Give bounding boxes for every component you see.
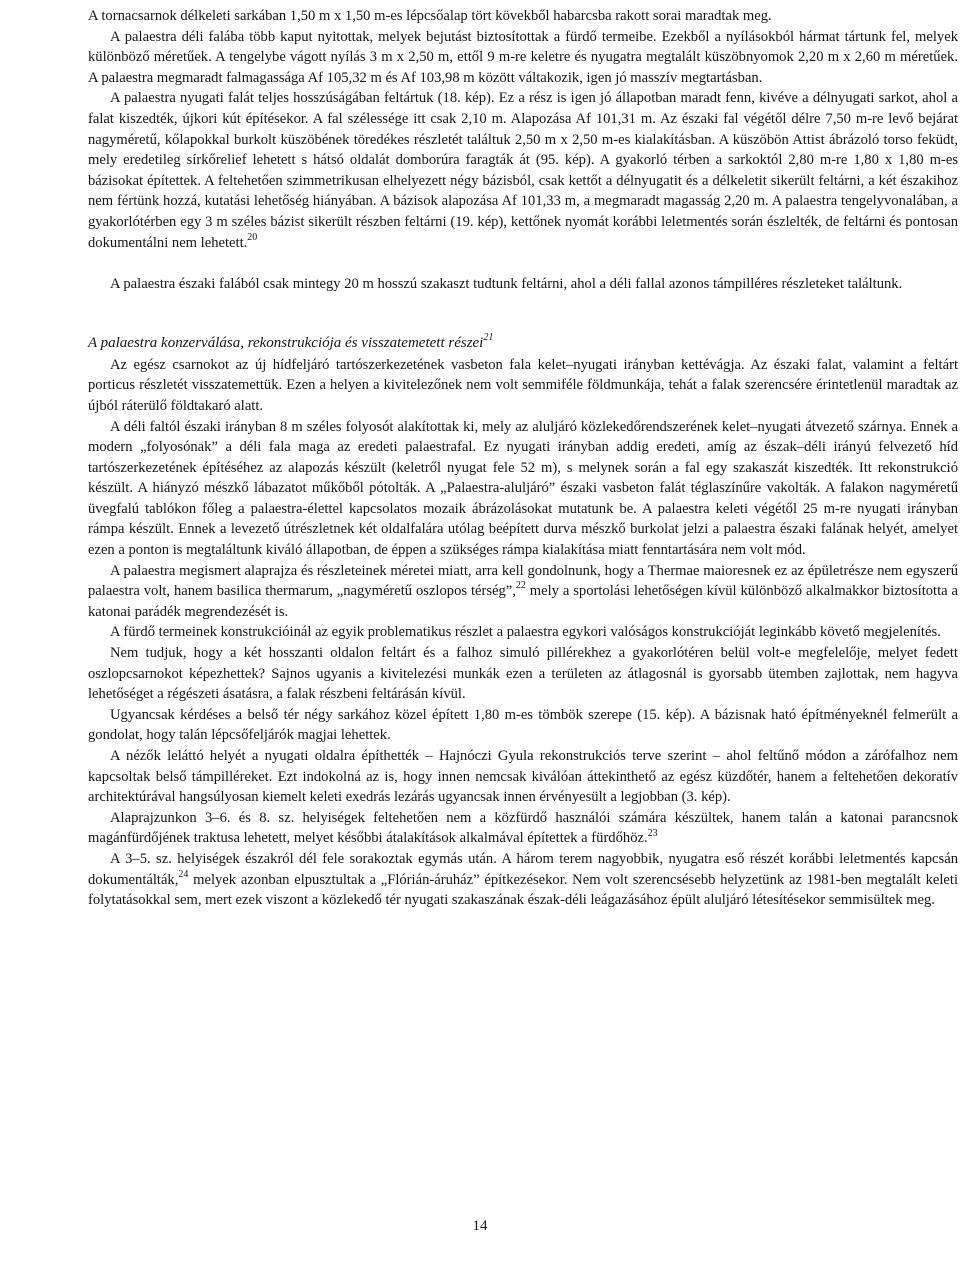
paragraph-11 [88, 746, 958, 808]
paragraph-5 [88, 355, 958, 417]
paragraph-4 [88, 274, 958, 295]
paragraph-text: A nézők leláttó helyét a nyugati oldalra építhették – Hajnóczi Gyula rekonstrukciós terve szerint – ahol feltűnő módon a zárófalhoz nem kapcsoltak belső támpilléreket. Ezt indokolná az is, hogy innen nemcsak kiválóan áttekinthető az egész küzdőtér, hanem a feltehetően dekoratív architektúrával hangsúlyosan kiemelt keleti exedrás lezárás ugyancsak innen érvényesült a legjobban (3. kép). [88, 748, 958, 806]
paragraph-text: A palaestra déli falába több kaput nyitottak, melyek bejutást biztosítottak a fürdő termeibe. Ezekből a nyílásokból hármat tártunk fel, melyek különböző méretűek. A tengelybe vágott nyílás 3 m x 2,50 m, ettől 9 m-re keletre és nyugatra megtalált küszöbnyomok 2,20 m x 2,60 m méretűek. A palaestra megmaradt falmagassága Af 105,32 m és Af 103,98 m között váltakozik, igen jó masszív megtartásban. [88, 28, 958, 86]
paragraph-text: Alaprajzunkon 3–6. és 8. sz. helyiségek feltehetően nem a közfürdő használói számára készültek, hanem talán a katonai parancsnok magánfürdőjének traktusa lehetett, melyet későbbi átalakítások alkalmával építettek a fürdőhöz. [88, 809, 958, 847]
page-number: 14 [472, 1218, 488, 1234]
paragraph-text-continued: melyek azonban elpusztultak a „Flórián-áruház” építkezésekor. Nem volt szerencsésebb helyzetünk az 1981-ben megtalált keleti folytatásokkal sem, mert ezek viszont a közlekedő tér nyugati szakaszának észak-déli leágazásához épült aluljáró létesítésekor semmisültek meg. [88, 871, 958, 909]
paragraph-text-continued: mely a sportolási lehetőségen kívül különböző alkalmakkor biztosította a katonai parádék megrendezését is. [88, 583, 958, 620]
paragraph-13 [88, 849, 958, 911]
paragraph-text: A palaestra északi falából csak mintegy 20 m hosszú szakaszt tudtunk feltárni, ahol a déli fallal azonos támpilléres részleteket találtunk. [110, 276, 903, 293]
paragraph-text: A déli faltól északi irányban 8 m széles folyosót alakítottak ki, mely az aluljáró közlekedőrendszerének kelet–nyugati átvezető szárnya. Ennek a modern „folyosónak” a déli fala maga az eredeti palaestrafal. Ez nyugati irányban addig eredeti, amíg az észak–déli irányú felvezető híd tartószerkezetének építéséhez az alapozás készült (keletről nyugat fele 52 m), s melynek során a fal egy szakaszát kiszedték. Itt rekonstrukció készült. A hiányzó mészkő lábazatot műkőből pótolták. A „Palaestra-aluljáró” északi vasbeton falát téglaszínűre vakolták. A falakon nagyméretű üvegfalú tablókon főleg a palaestra-élettel kapcsolatos mozaik ábrázolásokat mutatunk be. A palaestra keleti végétől 25 m-re nyugati irányban rámpa készült. Ennek a levezető útrészletnek két oldalfalára utólag beépített durva mészkő burkolat jelzi a palaestra északi falának helyét, amelyet ezen a ponton is megtaláltunk kiváló állapotban, de éppen a szükséges rámpa kialakítása miatt fenntartására nem volt mód. [88, 418, 958, 559]
paragraph-text: Nem tudjuk, hogy a két hosszanti oldalon feltárt és a falhoz simuló pillérekhez a gyakorlótéren belül volt-e megfelelője, melyet fedett oszlopcsarnokot képezhettek? Sajnos ugyanis a kivitelezési munkák ezen a területen az átlagosnál is gyorsabb ütemben zajlottak, nem hagyva lehetőséget a régészeti ásatásra, a falak részbeni feltárásán kívül. [88, 645, 958, 703]
paragraph-1 [88, 6, 958, 27]
section-heading [88, 331, 958, 355]
paragraph-8 [88, 622, 958, 643]
paragraph-text: A 3–5. sz. helyiségek északról dél fele sorakoztak egymás után. A három terem nagyobbik, nyugatra eső részét korábbi leletmentés kapcsán dokumentálták, [88, 850, 958, 888]
paragraph-6 [88, 417, 958, 561]
paragraph-7 [88, 561, 958, 623]
paragraph-text: A palaestra megismert alaprajza és részleteinek méretei miatt, arra kell gondolnunk, hogy a Thermae maioresnek ez az épületrésze nem egyszerű palaestra volt, hanem basilica thermarum, „nagyméretű oszlopos térség”, [88, 562, 958, 600]
footnote-ref-24[interactable]: 24 [178, 868, 189, 880]
paragraph-text: Az egész csarnokot az új hídfeljáró tartószerkezetének vasbeton fala kelet–nyugati irányban kettévágja. Az északi falat, valamint a feltárt porticus részletét visszatemettük. Ezen a helyen a kivitelezőnek nem volt semmiféle földmunkája, tehát a falak szerencsére érintetlenül maradtak az újból ráterülő földtakaró alatt. [88, 356, 958, 414]
footnote-ref-21[interactable]: 21 [483, 331, 494, 343]
section-heading-text: A palaestra konzerválása, rekonstrukciója és visszatemetett részei [88, 334, 484, 351]
document-page [88, 6, 958, 911]
footnote-ref-22[interactable]: 22 [515, 580, 526, 592]
paragraph-12 [88, 808, 958, 849]
paragraph-text: Ugyancsak kérdéses a belső tér négy sarkához közel épített 1,80 m-es tömbök szerepe (15. kép). A bázisnak ható építményeknél felmerült a gondolat, hogy talán lépcsőfeljárók magjai lehettek. [88, 706, 958, 744]
paragraph-2 [88, 27, 958, 89]
footnote-ref-23[interactable]: 23 [647, 827, 658, 839]
paragraph-9 [88, 643, 958, 705]
paragraph-text: A tornacsarnok délkeleti sarkában 1,50 m x 1,50 m-es lépcsőalap tört kövekből habarcsba rakott sorai maradtak meg. [88, 8, 772, 24]
paragraph-text: A fürdő termeinek konstrukcióinál az egyik problematikus részlet a palaestra egykori valóságos konstrukcióját leginkább követő megjelenítés. [110, 624, 941, 641]
paragraph-3 [88, 88, 958, 253]
paragraph-10 [88, 705, 958, 746]
footnote-ref-20[interactable]: 20 [247, 231, 258, 243]
paragraph-text: A palaestra nyugati falát teljes hosszúságában feltártuk (18. kép). Ez a rész is igen jó állapotban maradt fenn, kivéve a délnyugati sarkot, ahol a falat kiszedték, újkori kút építésekor. A fal szélessége itt csak 2,10 m. Alapozása Af 101,31 m. Az északi fal végétől délre 7,50 m-re levő bejárat nagyméretű, kőlapokkal burkolt küszöbének töredékes részletét találtuk 2,50 m x 2,50 m-es kialakításban. A küszöbön Attist ábrázoló torso feküdt, mely eredetileg sírkőrelief lehetett s hátsó oldalát domborúra faragták át (95. kép). A gyakorló térben a sarkoktól 2,80 m-re 1,80 x 1,80 m-es bázisokat építettek. A feltehetően szimmetrikusan elhelyezett négy bázisból, csak kettőt a délnyugatit és a délkeletit sikerült feltárni, a két északihoz nem fértünk hozzá, kutatási lehetőség hiányában. A bázisok alapozása Af 101,33 m, a megmaradt magasság 2,20 m. A palaestra tengelyvonalában, a gyakorlótérben egy 3 m széles bázist sikerült részben feltárni (19. kép), kettőnek nyomát korábbi leletmentés során észlelték, de feltárni és pontosan dokumentálni nem lehetett. [88, 90, 958, 251]
